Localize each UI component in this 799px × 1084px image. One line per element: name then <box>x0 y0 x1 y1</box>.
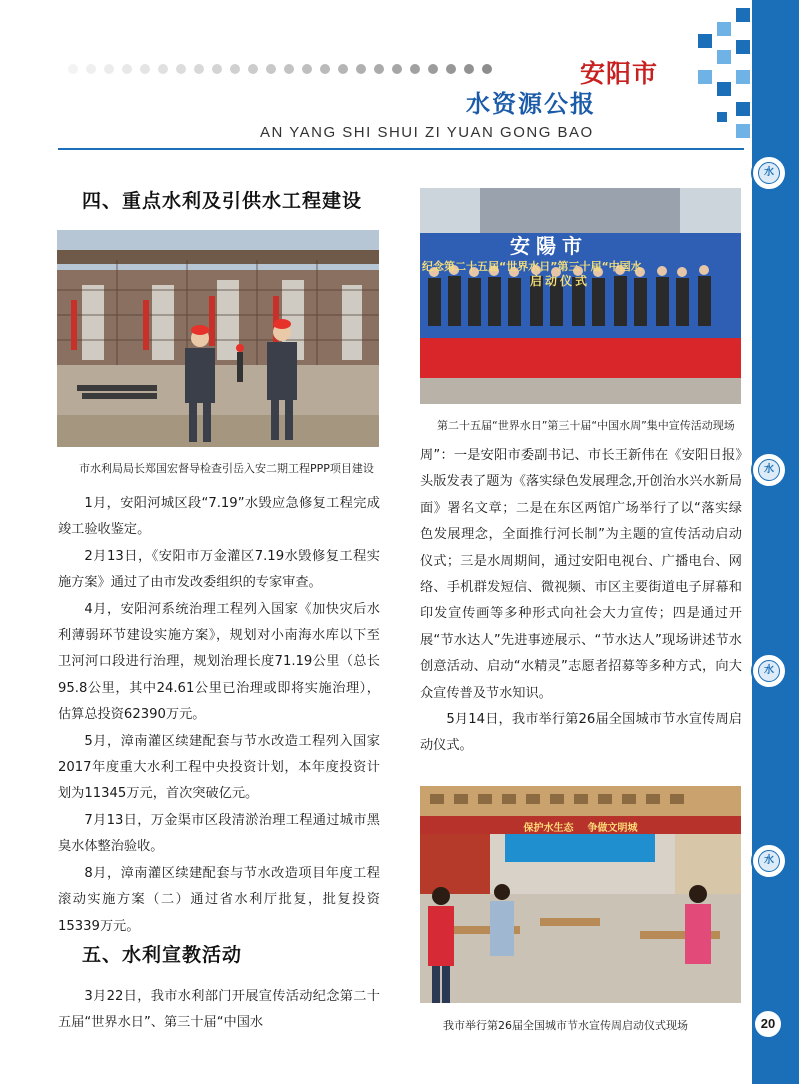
right-column-body <box>420 443 742 760</box>
header-divider <box>58 148 744 150</box>
title-city: 安阳市 <box>580 59 659 88</box>
title-publication: 水资源公报 <box>466 89 596 118</box>
banner-subtitle: 纪念第二十五届“世界水日”第三十届“中国水 <box>422 260 642 273</box>
water-bureau-logo-icon: 水 <box>751 653 787 689</box>
paragraph: 5月14日，我市举行第26届全国城市节水宣传周启动仪式。 <box>420 712 742 754</box>
paragraph: 1月，安阳河城区段“7.19”水毁应急修复工程完成竣工验收鉴定。 <box>58 496 380 538</box>
section4-body <box>58 491 380 940</box>
water-saving-photo-caption: 我市举行第26届全国城市节水宣传周启动仪式现场 <box>443 1019 688 1032</box>
construction-site-photo <box>57 230 379 447</box>
construction-photo-caption: 市水利局局长郑国宏督导检查引岳入安二期工程PPP项目建设 <box>79 462 374 475</box>
paragraph: 5月，漳南灌区续建配套与节水改造工程列入国家2017年度重大水利工程中央投资计划，本年度投资计划为11345万元，首次突破亿元。 <box>58 733 380 802</box>
section4-heading: 四、重点水利及引供水工程建设 <box>82 190 363 212</box>
paragraph: 4月，安阳河系统治理工程列入国家《加快灾后水利薄弱环节建设实施方案》，规划对小南海水库以下至卫河河口段进行治理，规划治理长度71.19公里（总长95.8公里，其中24.61公里已治理或即将实施治理），估算总投资62390万元。 <box>58 601 380 723</box>
paragraph: 周”：一是安阳市委副书记、市长王新伟在《安阳日报》头版发表了题为《落实绿色发展理念,开创治水兴水新局面》署名文章；二是在东区两馆广场举行了以“落实绿色发展理念，全面推行河长制”为主题的宣传活动启动仪式；三是水周期间，通过安阳电视台、广播电台、网络、手机群发短信、微视频、市区主要街道电子屏幕和印发宣传画等多种形式向社会大力宣传；四是通过开展“节水达人”先进事迹展示、“节水达人”现场讲述节水创意活动、启动“水精灵”志愿者招募等多种方式，向大众宣传普及节水知识。 <box>420 448 742 701</box>
banner-line3: 启动仪式 <box>530 274 591 288</box>
water-saving-week-photo <box>420 786 741 1003</box>
paragraph: 2月13日，《安阳市万金灌区7.19水毁修复工程实施方案》通过了由市发改委组织的专家审查。 <box>58 548 380 591</box>
water-bureau-logo-icon: 水 <box>751 452 787 488</box>
water-bureau-logo-icon: 水 <box>751 843 787 879</box>
banner-slogan: 保护水生态 争做文明城 <box>523 823 638 834</box>
paragraph: 3月22日，我市水利部门开展宣传活动纪念第二十五届“世界水日”、第三十届“中国水 <box>58 989 380 1031</box>
banner-title: 安陽市 <box>510 234 588 258</box>
paragraph: 8月，漳南灌区续建配套与节水改造项目年度工程滚动实施方案（二）通过省水利厅批复，批复投资15339万元。 <box>58 865 380 934</box>
page-number: 20 <box>753 1009 783 1039</box>
ceremony-photo-caption: 第二十五届“世界水日”第三十届“中国水周”集中宣传活动现场 <box>437 419 735 432</box>
section5-body <box>58 984 380 1037</box>
section5-heading: 五、水利宣教活动 <box>82 944 243 966</box>
ceremony-photo <box>420 188 741 404</box>
paragraph: 7月13日，万金渠市区段清淤治理工程通过城市黑臭水体整治验收。 <box>58 812 380 855</box>
water-bureau-logo-icon: 水 <box>751 155 787 191</box>
title-pinyin: AN YANG SHI SHUI ZI YUAN GONG BAO <box>260 124 594 141</box>
